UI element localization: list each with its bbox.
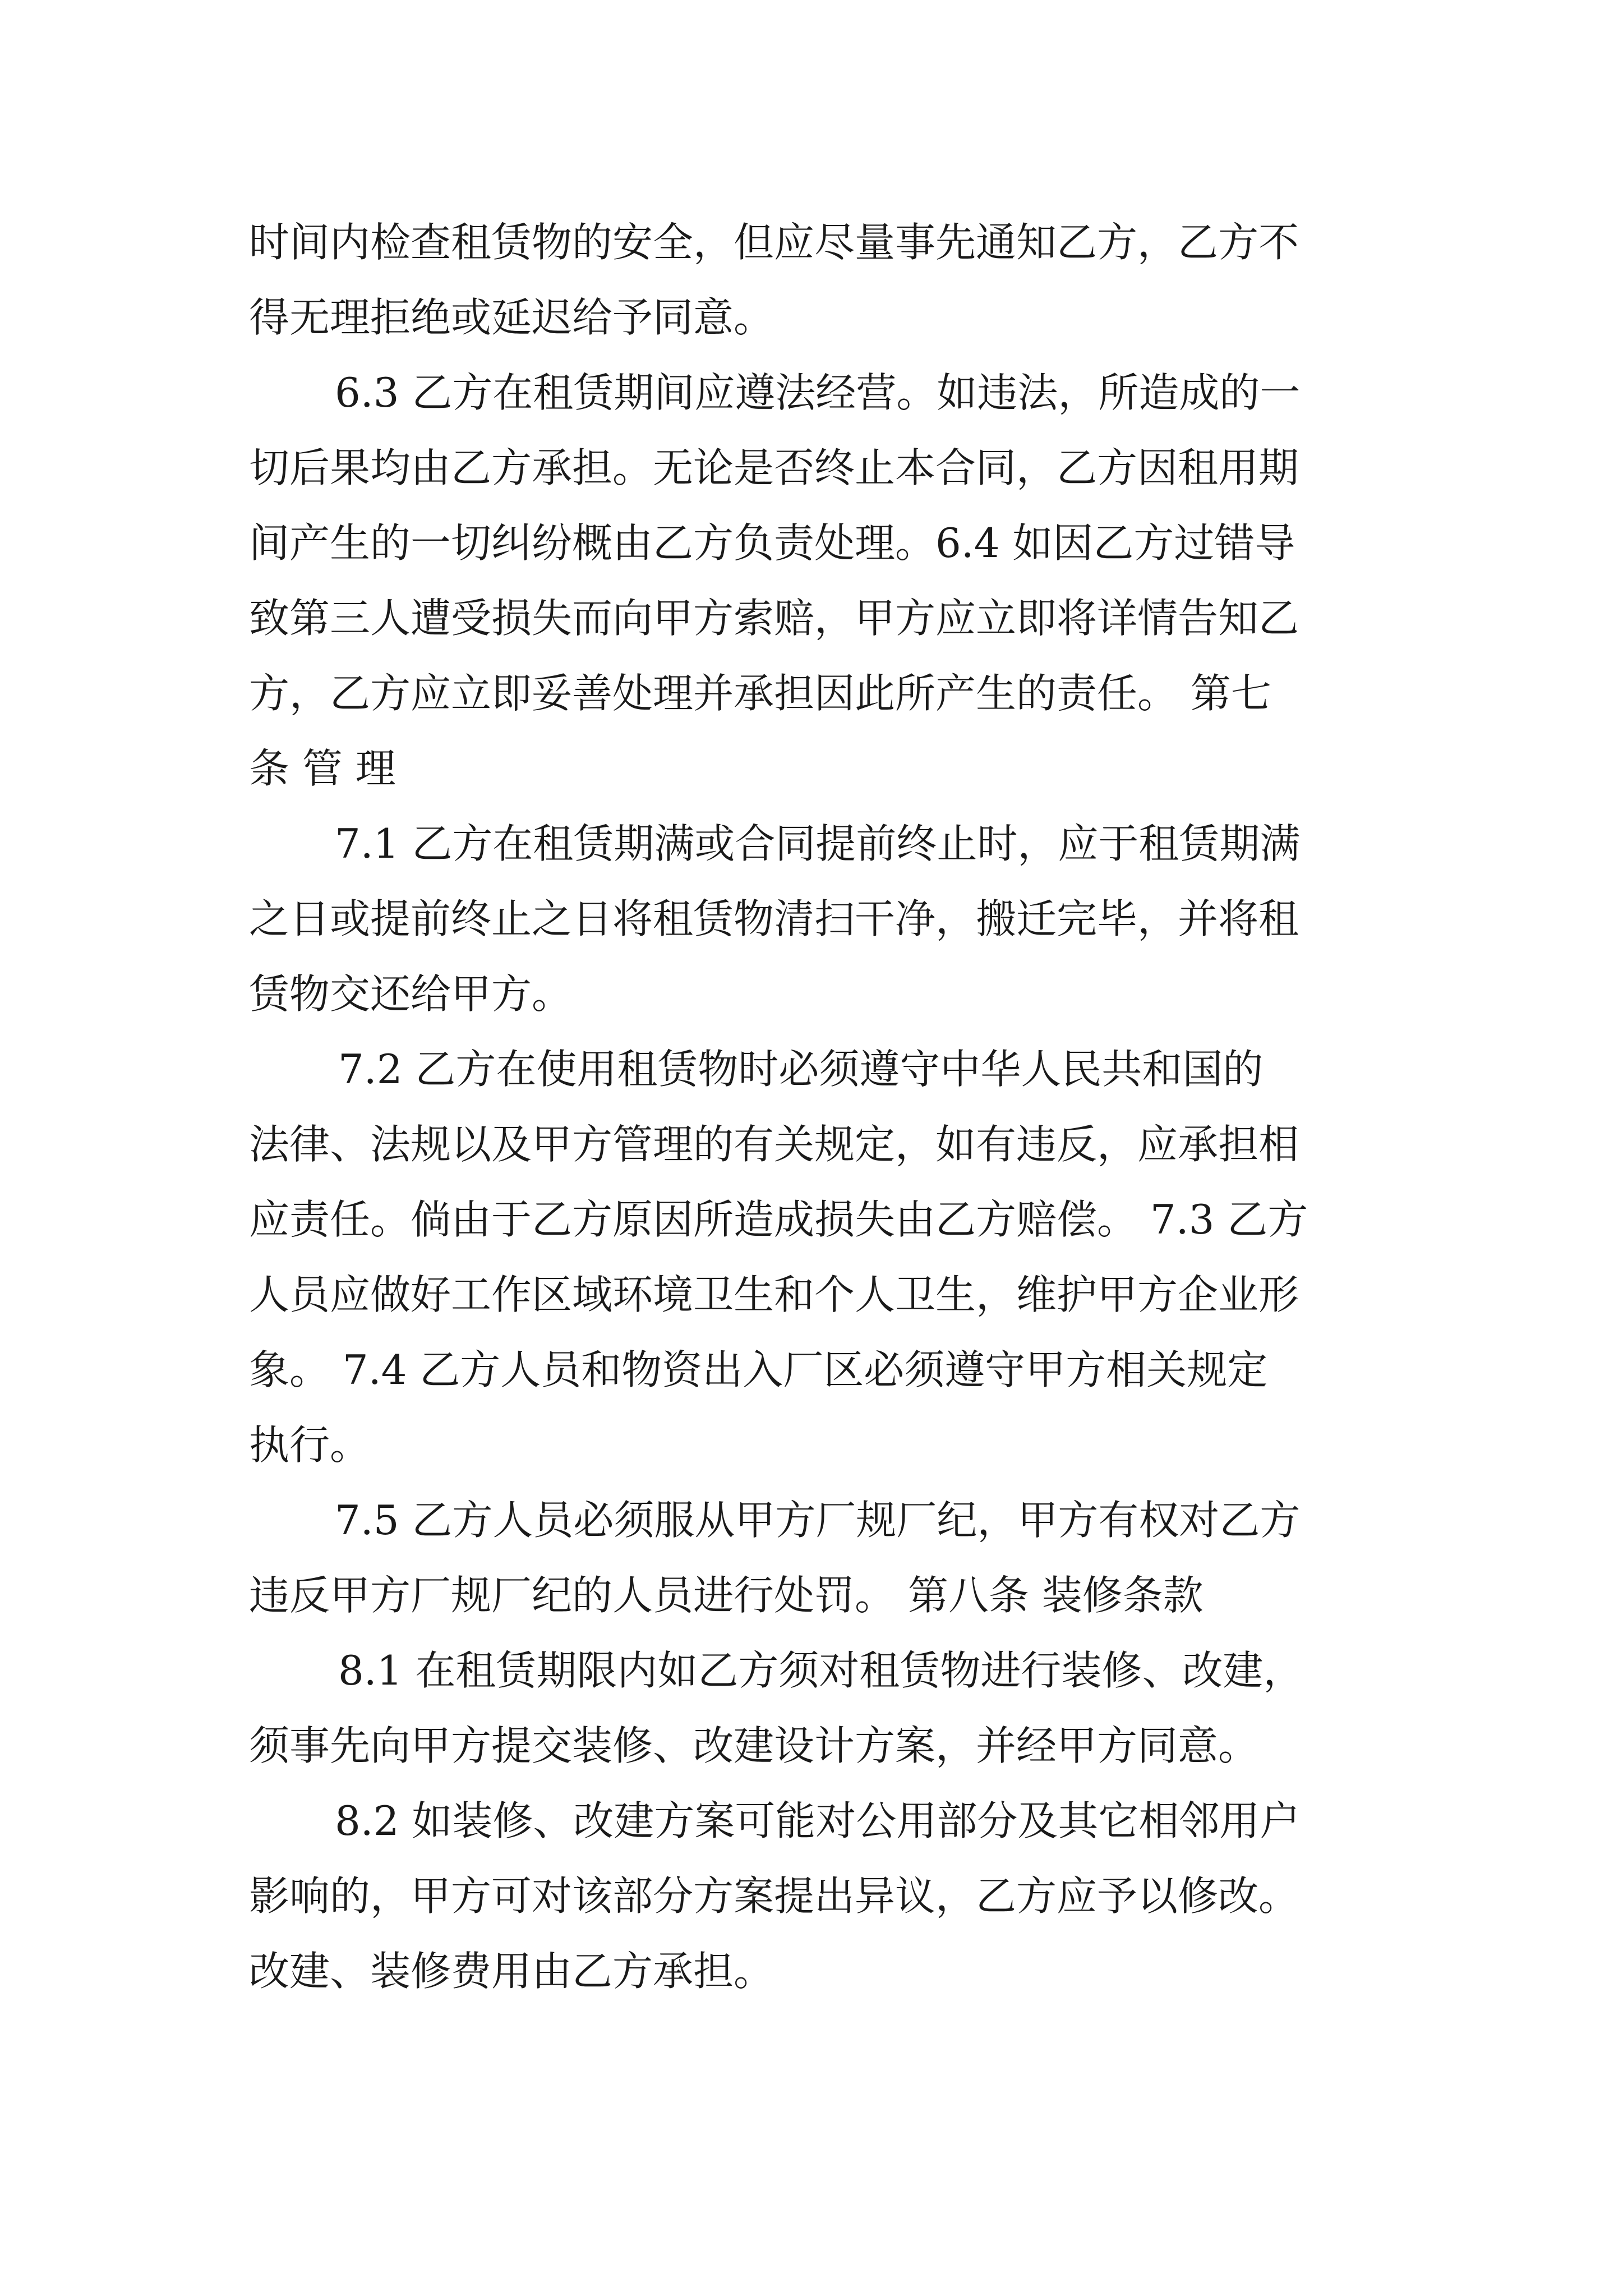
- line-text: 7.5 乙方人员必须服从甲方厂规厂纪，甲方有权对乙方: [335, 1497, 1301, 1544]
- text-line: [0, 735, 1623, 802]
- line-text: 8.1 在租赁期限内如乙方须对租赁物进行装修、改建，: [338, 1647, 1304, 1694]
- text-line: [0, 1036, 1623, 1103]
- line-text: 时间内检查租赁物的安全，但应尽量事先通知乙方，乙方不: [249, 219, 1299, 266]
- text-line: [0, 509, 1623, 577]
- text-line: [0, 810, 1623, 877]
- text-line: [0, 1336, 1623, 1404]
- text-line: [0, 1862, 1623, 1930]
- text-line: [0, 1186, 1623, 1253]
- line-text: 6.3 乙方在租赁期间应遵法经营。如违法，所造成的一: [335, 369, 1301, 416]
- text-line: [0, 1487, 1623, 1554]
- text-line: [0, 1562, 1623, 1629]
- line-text: 7.1 乙方在租赁期满或合同提前终止时，应于租赁期满: [335, 820, 1301, 867]
- text-line: [0, 960, 1623, 1028]
- text-line: [0, 1938, 1623, 2005]
- line-text: 赁物交还给甲方。: [249, 970, 573, 1018]
- line-text: 条 管 理: [249, 745, 396, 792]
- text-line: [0, 585, 1623, 652]
- text-line: [0, 660, 1623, 727]
- text-line: [0, 284, 1623, 351]
- text-line: [0, 434, 1623, 501]
- line-text: 象。 7.4 乙方人员和物资出入厂区必须遵守甲方相关规定: [249, 1346, 1268, 1393]
- line-text: 违反甲方厂规厂纪的人员进行处罚。 第八条 装修条款: [249, 1572, 1204, 1619]
- text-line: [0, 1787, 1623, 1855]
- text-line: [0, 209, 1623, 276]
- line-text: 间产生的一切纠纷概由乙方负责处理。6.4 如因乙方过错导: [249, 519, 1295, 567]
- line-text: 切后果均由乙方承担。无论是否终止本合同，乙方因租用期: [249, 444, 1299, 491]
- line-text: 8.2 如装修、改建方案可能对公用部分及其它相邻用户: [335, 1797, 1301, 1844]
- line-text: 方，乙方应立即妥善处理并承担因此所产生的责任。 第七: [249, 670, 1271, 717]
- text-line: [0, 1261, 1623, 1328]
- line-text: 之日或提前终止之日将租赁物清扫干净，搬迁完毕，并将租: [249, 895, 1299, 942]
- line-text: 应责任。倘由于乙方原因所造成损失由乙方赔偿。 7.3 乙方: [249, 1196, 1308, 1243]
- line-text: 致第三人遭受损失而向甲方索赔，甲方应立即将详情告知乙: [249, 595, 1299, 642]
- line-text: 人员应做好工作区域环境卫生和个人卫生，维护甲方企业形: [249, 1271, 1299, 1318]
- text-line: [0, 1712, 1623, 1779]
- line-text: 改建、装修费用由乙方承担。: [249, 1948, 774, 1995]
- text-line: [0, 359, 1623, 426]
- text-line: [0, 1411, 1623, 1479]
- line-text: 须事先向甲方提交装修、改建设计方案，并经甲方同意。: [249, 1722, 1259, 1769]
- line-text: 执行。: [249, 1421, 371, 1469]
- line-text: 法律、法规以及甲方管理的有关规定，如有违反，应承担相: [249, 1121, 1299, 1168]
- text-line: [0, 885, 1623, 953]
- text-line: [0, 1637, 1623, 1704]
- line-text: 影响的，甲方可对该部分方案提出异议，乙方应予以修改。: [249, 1872, 1299, 1920]
- line-text: 得无理拒绝或延迟给予同意。: [249, 294, 774, 341]
- line-text: 7.2 乙方在使用租赁物时必须遵守中华人民共和国的: [338, 1046, 1264, 1093]
- text-line: [0, 1111, 1623, 1178]
